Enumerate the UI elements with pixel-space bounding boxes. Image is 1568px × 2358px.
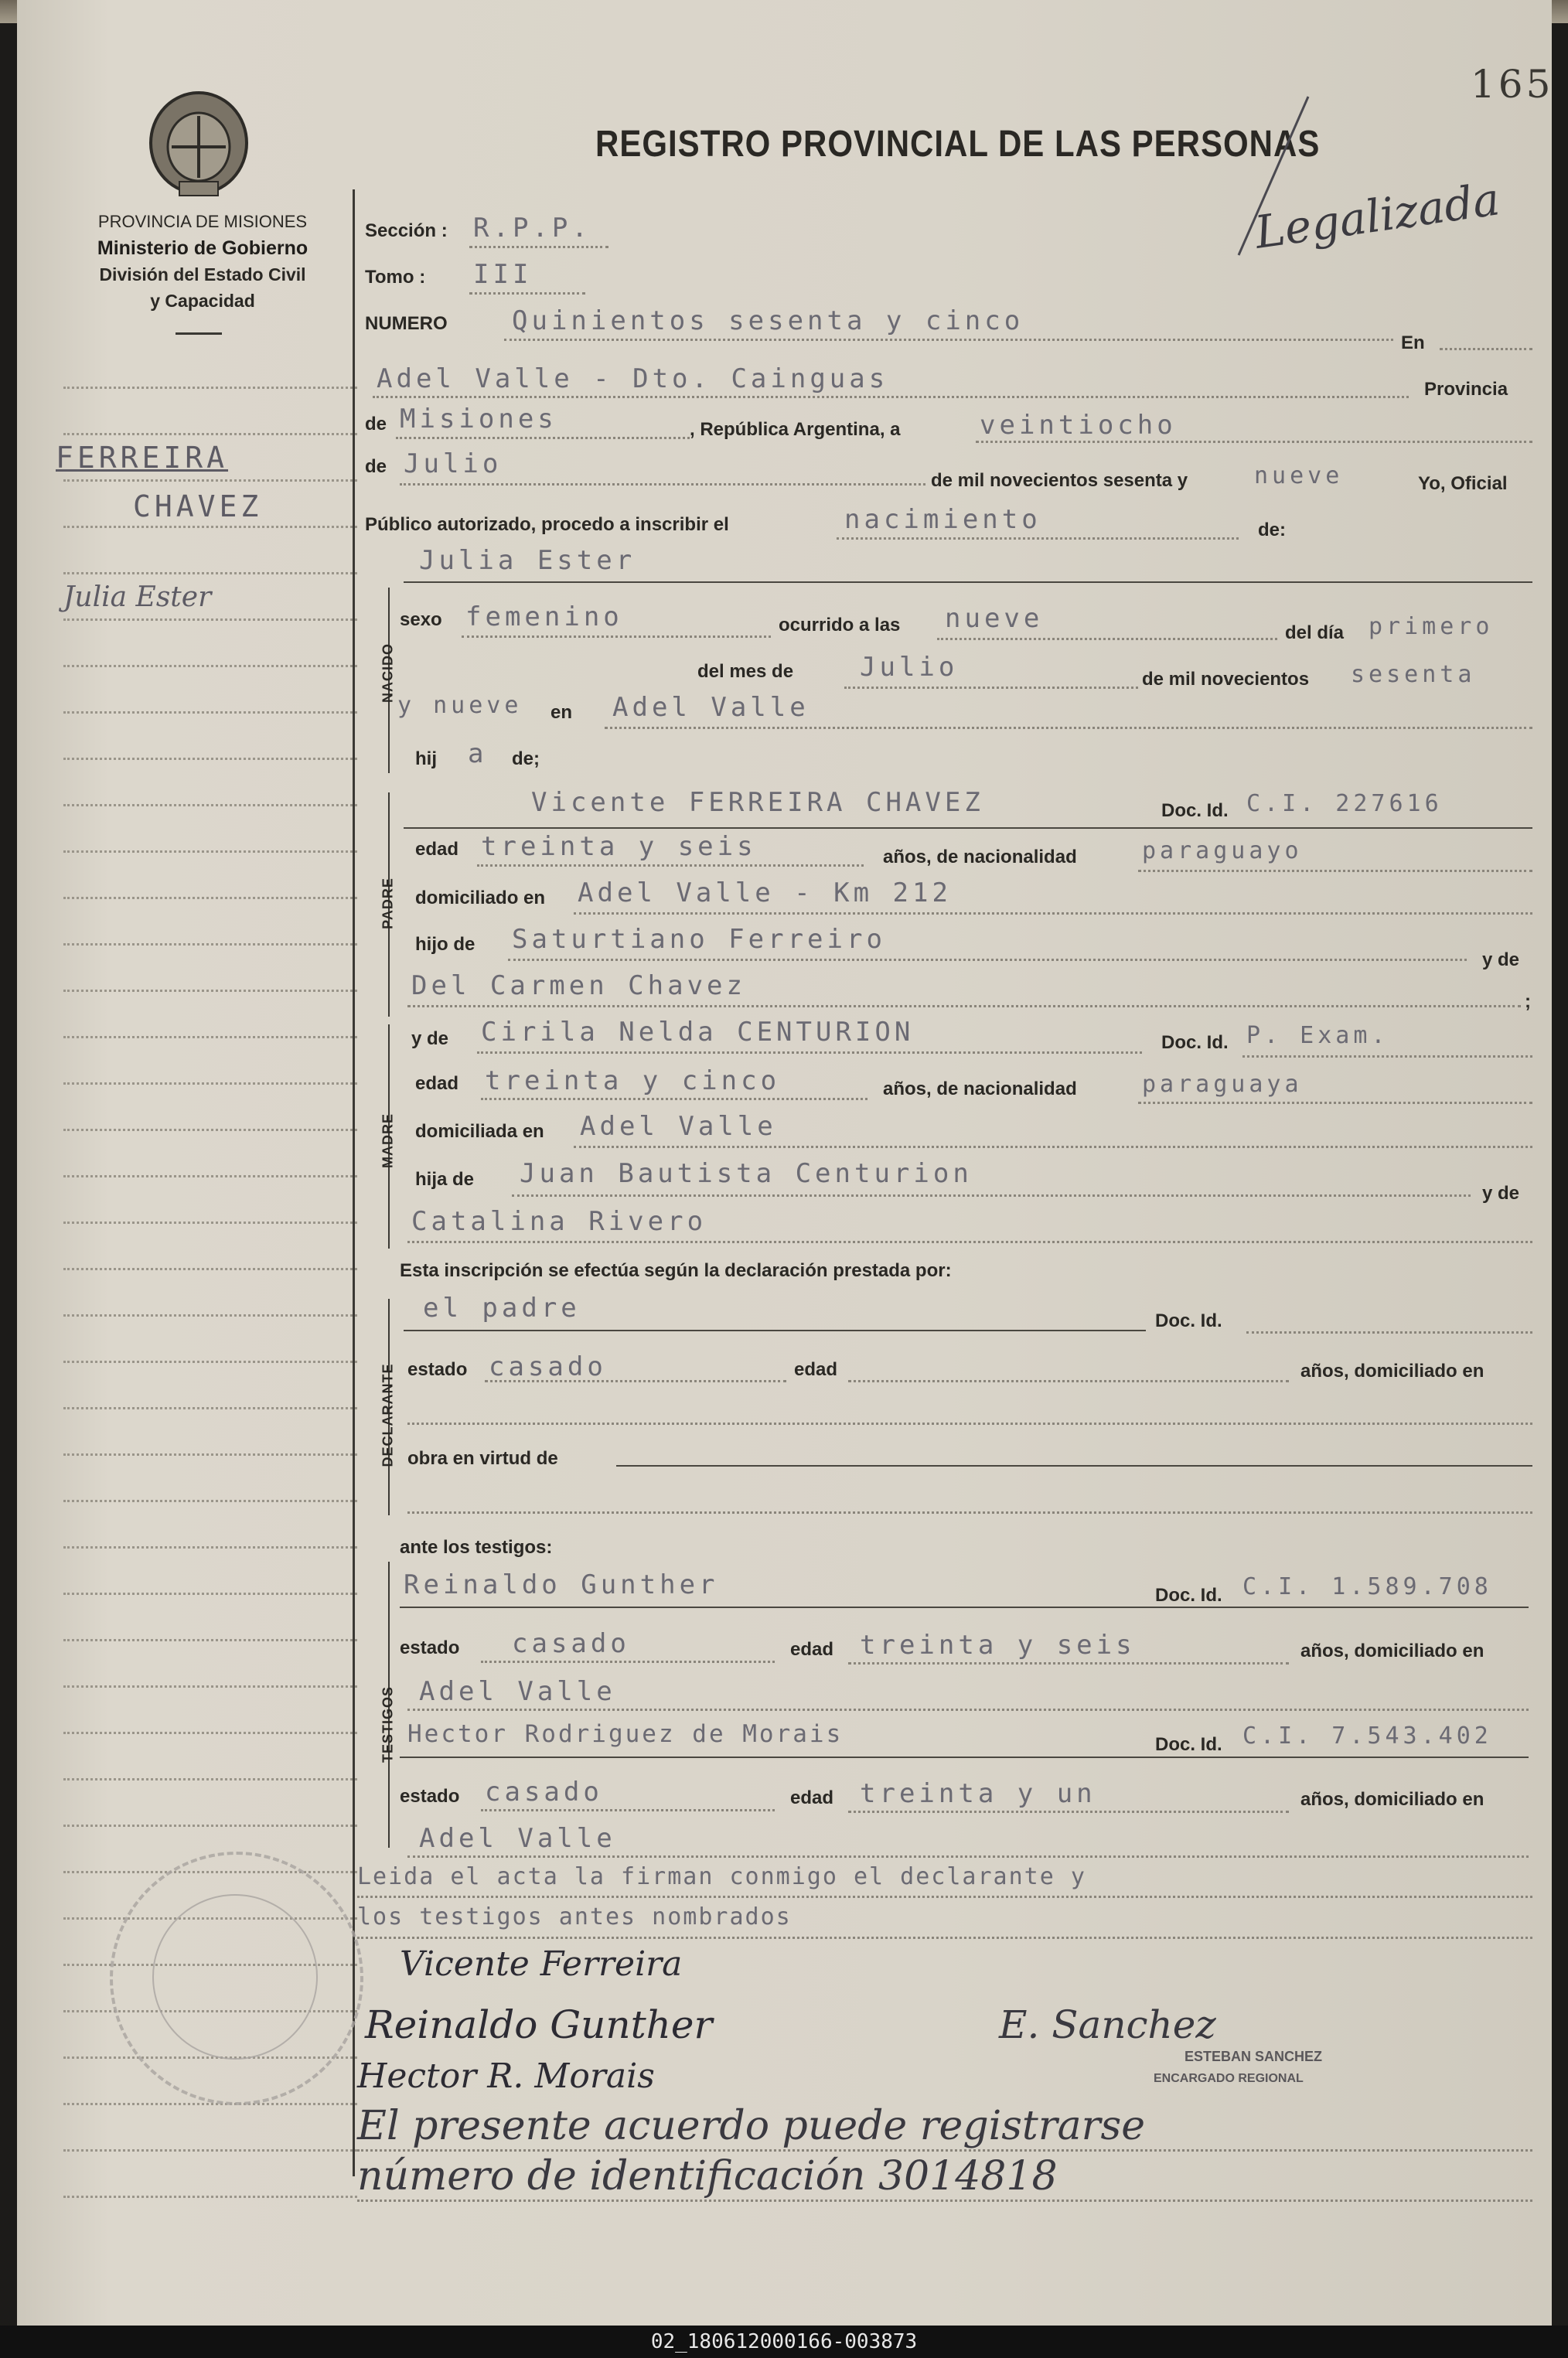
sexo-value: femenino	[465, 601, 623, 632]
numero-label: NUMERO	[365, 313, 448, 334]
de-label: de	[365, 414, 387, 434]
declarante-name-line	[404, 1330, 1146, 1331]
padre-dom-label: domiciliado en	[415, 888, 546, 908]
madre-dom-label: domiciliada en	[415, 1121, 544, 1142]
madre-name: Cirila Nelda CENTURION	[481, 1017, 915, 1048]
margin-given-name: Julia Ester	[63, 581, 212, 613]
en-label: En	[1401, 332, 1425, 353]
padre-hijo-value: Saturtiano Ferreiro	[512, 924, 886, 955]
province-dots	[396, 437, 690, 439]
testigo1-name-line	[400, 1607, 1529, 1608]
declarante-name: el padre	[423, 1293, 581, 1324]
mes-label: del mes de	[697, 661, 794, 682]
testigo1-doc-label: Doc. Id.	[1155, 1585, 1222, 1606]
legalizada-signature: Legalizada	[1251, 172, 1503, 259]
document-title: REGISTRO PROVINCIAL DE LAS PERSONAS	[595, 122, 1321, 165]
de-month-label: de	[365, 456, 387, 477]
declarante-anos-label: años, domiciliado en	[1300, 1361, 1484, 1382]
publico-text: Público autorizado, procedo a inscribir el	[365, 514, 729, 535]
day-value: veintiocho	[980, 410, 1177, 441]
nacido-name: Julia Ester	[419, 545, 636, 576]
padre-nac-dots	[1138, 870, 1532, 872]
padre-yde-label: y de	[1482, 949, 1520, 970]
madre-hija-value: Juan Bautista Centurion	[520, 1158, 973, 1189]
padre-edad-value: treinta y seis	[481, 831, 757, 862]
declarante-estado-value: casado	[489, 1351, 607, 1382]
ocurrido-label: ocurrido a las	[779, 615, 901, 636]
official-stamp-title: ENCARGADO REGIONAL	[1154, 2072, 1304, 2085]
testigo2-edad-label: edad	[790, 1787, 834, 1808]
testigo2-dom-value: Adel Valle	[419, 1823, 616, 1854]
sexo-label: sexo	[400, 609, 442, 630]
testigo1-estado-value: casado	[512, 1628, 630, 1659]
testigo1-estado-label: estado	[400, 1637, 460, 1658]
testigo1-estado-dots	[481, 1661, 775, 1663]
en-dots	[1440, 348, 1532, 350]
declarante-dom-dots	[407, 1423, 1532, 1425]
testigo1-name: Reinaldo Gunther	[404, 1569, 719, 1600]
section-label-madre: MADRE	[380, 1113, 396, 1168]
padre-hijo-label: hijo de	[415, 934, 476, 955]
year-text: de mil novecientos sesenta y	[931, 470, 1188, 491]
tomo-label: Tomo :	[365, 267, 426, 288]
act-value: nacimiento	[844, 504, 1041, 535]
padre-name-line	[404, 827, 1532, 829]
year-born-2: y nueve	[397, 692, 523, 719]
testigos-intro: ante los testigos:	[400, 1537, 553, 1558]
madre-edad-label: edad	[415, 1073, 459, 1094]
section-label-padre: PADRE	[380, 877, 396, 929]
signature-witness-2: Hector R. Morais	[357, 2056, 655, 2096]
tomo-value: III	[473, 259, 533, 290]
madre-edad-dots	[481, 1098, 868, 1100]
document-page	[17, 0, 1552, 2326]
section-label-declarante: DECLARANTE	[380, 1363, 396, 1467]
hour-dots	[937, 638, 1277, 640]
declarante-edad-dots	[848, 1380, 1289, 1382]
padre-name: Vicente FERREIRA CHAVEZ	[531, 787, 984, 818]
org-underline	[176, 332, 222, 335]
testigo2-estado-value: casado	[485, 1777, 603, 1808]
madre-nac-dots	[1138, 1102, 1532, 1104]
padre-nac-value: paraguayo	[1142, 837, 1303, 864]
testigo1-doc-value: C.I. 1.589.708	[1242, 1573, 1492, 1600]
sexo-dots	[462, 636, 771, 638]
testigo1-dom-dots	[407, 1709, 1529, 1711]
padre-edad-label: edad	[415, 839, 459, 860]
org-capacity: y Capacidad	[150, 291, 255, 311]
testigo1-edad-dots	[848, 1662, 1289, 1665]
padre-edad-dots	[477, 864, 864, 867]
madre-dom-dots	[574, 1146, 1532, 1148]
padre-hijo-dots	[508, 959, 1467, 961]
obra-line-2	[407, 1511, 1532, 1514]
madre-nac-value: paraguaya	[1142, 1071, 1303, 1098]
month-born: Julio	[860, 652, 959, 683]
madre-hija-dots	[512, 1194, 1471, 1197]
madre-hija-label: hija de	[415, 1169, 475, 1190]
testigo2-estado-dots	[481, 1809, 775, 1811]
testigo2-edad-value: treinta y un	[860, 1778, 1096, 1809]
madre-yde2-label: y de	[1482, 1183, 1520, 1204]
margin-surname-1: FERREIRA	[56, 441, 229, 475]
madre-doc-label: Doc. Id.	[1161, 1032, 1229, 1053]
padre-nac-label: años, de nacionalidad	[883, 847, 1077, 867]
org-division: División del Estado Civil	[99, 264, 306, 285]
official-stamp-name: ESTEBAN SANCHEZ	[1185, 2049, 1323, 2064]
official-seal-inner	[152, 1894, 318, 2060]
testigo2-name: Hector Rodriguez de Morais	[407, 1720, 844, 1748]
testigo2-name-line	[400, 1757, 1529, 1758]
tomo-dots	[469, 292, 585, 295]
testigo2-estado-label: estado	[400, 1786, 460, 1807]
annotation-line-2-rule	[357, 2200, 1532, 2202]
testigo2-edad-dots	[848, 1811, 1289, 1813]
page-number: 165	[1471, 62, 1554, 107]
testigo1-edad-label: edad	[790, 1639, 834, 1660]
padre-dom-dots	[574, 912, 1532, 915]
day-dots	[976, 441, 1532, 443]
day-born: primero	[1369, 613, 1494, 640]
province-value: Misiones	[400, 404, 557, 434]
obra-line	[616, 1465, 1532, 1467]
madre-mother-value: Catalina Rivero	[411, 1206, 707, 1237]
annotation-line-1: El presente acuerdo puede registrarse	[357, 2103, 1146, 2149]
place-born-dots	[605, 727, 1532, 729]
testigo1-anos-label: años, domiciliado en	[1300, 1641, 1484, 1661]
republica-label: , República Argentina, a	[690, 419, 901, 440]
coat-of-arms-icon	[145, 85, 253, 201]
testigo1-dom-value: Adel Valle	[419, 1676, 616, 1707]
closing-line-1-rule	[357, 1896, 1532, 1898]
year-value: nueve	[1254, 462, 1344, 489]
place-dots	[373, 396, 1409, 398]
declarante-edad-label: edad	[794, 1359, 838, 1380]
closing-line-1: Leida el acta la firman conmigo el declarante y	[357, 1863, 1086, 1890]
en-born-label: en	[551, 702, 573, 723]
place-value: Adel Valle - Dto. Cainguas	[377, 363, 889, 394]
hij-label: hij	[415, 748, 437, 769]
madre-dom-value: Adel Valle	[580, 1111, 777, 1142]
padre-doc-label: Doc. Id.	[1161, 800, 1229, 821]
madre-edad-value: treinta y cinco	[485, 1065, 781, 1096]
closing-line-2-rule	[357, 1937, 1532, 1939]
padre-mother-value: Del Carmen Chavez	[411, 970, 746, 1001]
padre-doc-value: C.I. 227616	[1246, 790, 1443, 817]
nacido-name-line	[404, 581, 1532, 583]
oficial-text: Yo, Oficial	[1418, 473, 1508, 494]
testigo2-dom-dots	[407, 1855, 1529, 1858]
padre-semicolon: ;	[1525, 991, 1531, 1012]
place-born: Adel Valle	[612, 692, 810, 723]
madre-doc-value: P. Exam.	[1246, 1022, 1389, 1049]
declarante-estado-dots	[485, 1380, 786, 1382]
madre-name-dots	[477, 1051, 1142, 1054]
margin-surname-2: CHAVEZ	[133, 489, 263, 523]
signature-declarante: Vicente Ferreira	[400, 1944, 683, 1984]
padre-dom-value: Adel Valle - Km 212	[578, 877, 952, 908]
month-value: Julio	[404, 448, 503, 479]
testigo2-doc-value: C.I. 7.543.402	[1242, 1722, 1492, 1750]
act-dots	[837, 537, 1239, 540]
hij-de-label: de;	[512, 748, 540, 769]
testigo2-doc-label: Doc. Id.	[1155, 1734, 1222, 1755]
annotation-line-2: número de identificación 3014818	[357, 2153, 1058, 2200]
madre-doc-dots	[1242, 1055, 1532, 1058]
seccion-label: Sección :	[365, 220, 448, 241]
provincia-label: Provincia	[1424, 379, 1508, 400]
declarante-doc-label: Doc. Id.	[1155, 1310, 1222, 1331]
declarante-intro: Esta inscripción se efectúa según la declaración prestada por:	[400, 1260, 952, 1281]
novecientos-label: de mil novecientos	[1142, 669, 1310, 690]
declarante-doc-dots	[1246, 1331, 1532, 1334]
hij-value: a	[468, 738, 488, 769]
obra-label: obra en virtud de	[407, 1448, 558, 1469]
annotation-line-1-rule	[357, 2149, 1532, 2152]
padre-mother-dots	[407, 1005, 1521, 1007]
testigo2-anos-label: años, domiciliado en	[1300, 1789, 1484, 1810]
testigo1-edad-value: treinta y seis	[860, 1630, 1136, 1661]
signature-witness-1: Reinaldo Gunther	[365, 2002, 713, 2047]
year-born-1: sesenta	[1351, 661, 1476, 688]
closing-line-2: los testigos antes nombrados	[357, 1903, 792, 1930]
dia-label: del día	[1285, 622, 1345, 643]
madre-mother-dots	[407, 1241, 1532, 1243]
madre-yde-label: y de	[411, 1028, 449, 1049]
org-province: PROVINCIA DE MISIONES	[97, 212, 308, 231]
declarante-estado-label: estado	[407, 1359, 468, 1380]
month-born-dots	[844, 687, 1138, 689]
madre-nac-label: años, de nacionalidad	[883, 1078, 1077, 1099]
numero-dots	[504, 339, 1393, 341]
month-dots	[400, 483, 925, 486]
numero-value: Quinientos sesenta y cinco	[512, 305, 1024, 336]
seccion-value: R.P.P.	[473, 213, 591, 244]
org-ministry: Ministerio de Gobierno	[97, 237, 308, 259]
de2-label: de:	[1258, 520, 1286, 540]
section-label-nacido: NACIDO	[380, 643, 396, 703]
seccion-dots	[469, 246, 608, 248]
column-divider	[353, 189, 355, 2176]
hour-value: nueve	[945, 603, 1044, 634]
legalizada-strike-icon	[1223, 93, 1316, 263]
section-label-testigos: TESTIGOS	[380, 1686, 396, 1763]
signature-official: E. Sanchez	[999, 2002, 1216, 2047]
image-caption: 02_180612000166-003873	[0, 2326, 1568, 2358]
